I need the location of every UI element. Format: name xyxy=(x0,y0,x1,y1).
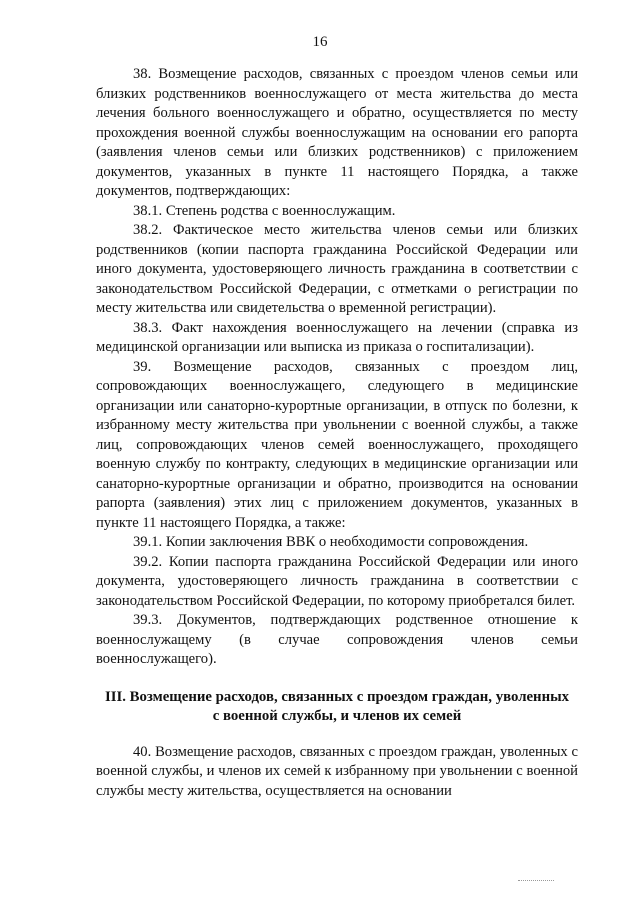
section-heading-line-2: с военной службы, и членов их семей xyxy=(212,708,462,724)
section-heading-line-1: III. Возмещение расходов, связанных с проездом граждан, уволенных xyxy=(104,688,570,705)
page-content xyxy=(96,65,578,801)
paragraph-38-3: 38.3. Факт нахождения военнослужащего на лечении (справка из медицинской организации или выписка из приказа о госпитализации). xyxy=(96,319,578,355)
paragraph-39-1: 39.1. Копии заключения ВВК о необходимости сопровождения. xyxy=(133,534,529,550)
page-number: 16 xyxy=(312,34,328,50)
paragraph-38: 38. Возмещение расходов, связанных с проездом членов семьи или близких родственников военнослужащего от места жительства до места лечения больного военнослужащего и обратно, осуществляется по месту прохождения военной службы военнослужащим на основании его рапорта (заявления членов семьи или близких родственников) с приложением документов, указанных в пункте 11 настоящего Порядка, а также документов, подтверждающих: xyxy=(96,66,578,199)
section-heading xyxy=(96,688,578,727)
paragraph-38-1: 38.1. Степень родства с военнослужащим. xyxy=(133,202,396,219)
paragraph-39-2: 39.2. Копии паспорта гражданина Российской Федерации или иного документа, удостоверяющего личность гражданина в соответствии с законодательством Российской Федерации, по которому приобретался билет. xyxy=(96,553,578,609)
paragraph-38-2: 38.2. Фактическое место жительства членов семьи или близких родственников (копии паспорта гражданина Российской Федерации или иного документа, удостоверяющего личность гражданина в соответствии с законодательством Российской Федерации, с отметками о регистрации по месту жительства или свидетельства о временной регистрации). xyxy=(96,222,578,316)
paragraph-39: 39. Возмещение расходов, связанных с проездом лиц, сопровождающих военнослужащего, следующего в медицинские организации или санаторно-курортные организации, в отпуск по болезни, к избранному месту жительства при увольнении с военной службы, а также лиц, сопровождающих членов семей военнослужащего, проходящего военную службу по контракту, следующих в медицинские организации или санаторно-курортные организации и обратно, производится на основании рапорта (заявления) этих лиц с приложением документов, указанных в пункте 11 настоящего Порядка, а также: xyxy=(96,358,578,531)
scan-artifact-mark xyxy=(518,880,554,881)
paragraph-39-3: 39.3. Документов, подтверждающих родственное отношение к военнослужащему (в случае сопровождения членов семьи военнослужащего). xyxy=(96,612,578,667)
paragraph-40: 40. Возмещение расходов, связанных с проездом граждан, уволенных с военной службы, и членов их семей к избранному при увольнении с военной службы месту жительства, осуществляется на основании xyxy=(96,743,578,799)
